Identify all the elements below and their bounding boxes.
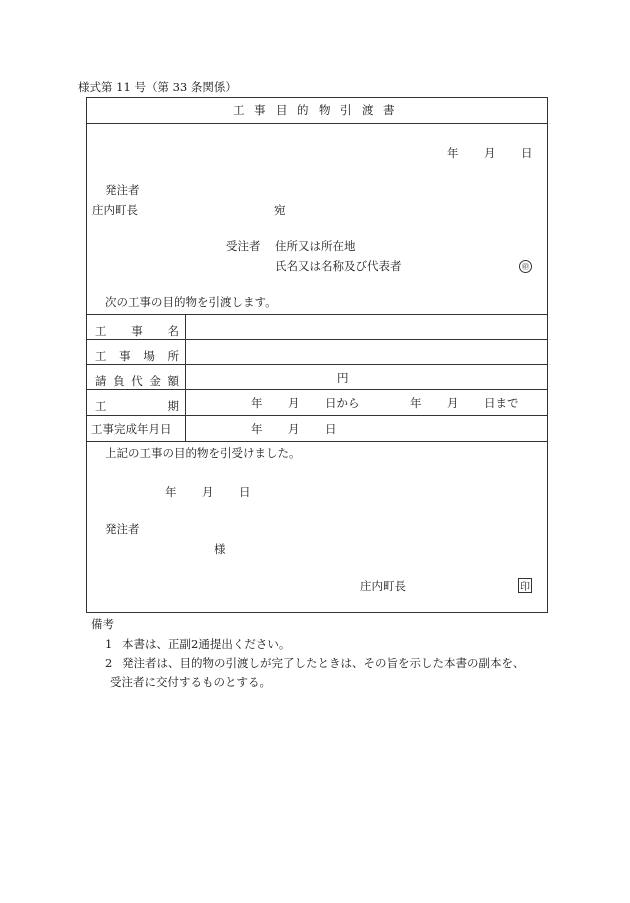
title-char: 書 xyxy=(383,103,395,117)
handover-statement: 次の工事の目的物を引渡します。 xyxy=(105,295,277,309)
completion-label: 工事完成年月日 xyxy=(91,422,172,436)
title-char: 物 xyxy=(319,103,331,117)
divider xyxy=(87,339,547,340)
date-month: 月 xyxy=(484,146,496,160)
completion-day: 日 xyxy=(325,422,337,436)
date-day: 日 xyxy=(521,146,533,160)
contractor-address-label: 住所又は所在地 xyxy=(275,239,356,253)
receipt-seal: 印 xyxy=(518,578,532,593)
notes-heading: 備考 xyxy=(91,617,114,631)
work-name-label: 工 事 名 xyxy=(95,324,179,338)
title-char: 引 xyxy=(340,103,352,117)
receipt-day: 日 xyxy=(239,485,251,499)
title-char: 事 xyxy=(254,103,266,117)
period-end-year: 年 xyxy=(410,396,422,410)
date-year: 年 xyxy=(447,146,459,160)
note-text: 発注者は、目的物の引渡しが完了したときは、その旨を示した本書の副本を、 xyxy=(122,656,525,670)
period-start-month: 月 xyxy=(288,396,300,410)
table-column-divider xyxy=(185,314,186,442)
contractor-label: 受注者 xyxy=(226,239,261,253)
title-char: 工 xyxy=(233,103,245,117)
mayor-line: 庄内町長 xyxy=(92,203,138,217)
receipt-mayor: 庄内町長 xyxy=(360,579,406,593)
divider xyxy=(87,389,547,390)
contract-amount-label: 請 負 代 金 額 xyxy=(95,374,179,388)
divider xyxy=(87,415,547,416)
note-number: 2 xyxy=(105,656,113,670)
completion-month: 月 xyxy=(288,422,300,436)
title-char: 的 xyxy=(297,103,309,117)
seal-mark: ㊞ xyxy=(519,260,532,273)
period-end-month: 月 xyxy=(447,396,459,410)
form-code: 様式第 11 号（第 33 条関係） xyxy=(78,80,237,94)
title-char: 渡 xyxy=(362,103,374,117)
receipt-honorific: 様 xyxy=(214,542,226,556)
divider xyxy=(87,441,547,442)
contractor-name-label: 氏名又は名称及び代表者 xyxy=(275,259,402,273)
addressee-suffix: 宛 xyxy=(274,203,286,217)
divider xyxy=(87,314,547,315)
work-location-label: 工 事 場 所 xyxy=(95,349,179,363)
note-number: 1 xyxy=(105,637,113,651)
period-label: 工 期 xyxy=(95,399,179,413)
divider xyxy=(87,364,547,365)
contract-amount-unit: 円 xyxy=(337,371,349,385)
note-text: 本書は、正副2通提出ください。 xyxy=(122,637,291,651)
completion-year: 年 xyxy=(251,422,263,436)
title-char: 目 xyxy=(276,103,288,117)
receipt-statement: 上記の工事の目的物を引受けました。 xyxy=(105,446,301,460)
divider xyxy=(87,123,547,124)
orderer-label: 発注者 xyxy=(105,183,140,197)
period-end-day: 日まで xyxy=(484,396,519,410)
period-start-day: 日から xyxy=(325,396,360,410)
receipt-orderer-label: 発注者 xyxy=(105,522,140,536)
handover-form xyxy=(86,97,548,613)
receipt-year: 年 xyxy=(165,485,177,499)
form-title xyxy=(87,105,547,119)
note-text-continued: 受注者に交付するものとする。 xyxy=(110,675,271,689)
period-start-year: 年 xyxy=(251,396,263,410)
receipt-month: 月 xyxy=(202,485,214,499)
